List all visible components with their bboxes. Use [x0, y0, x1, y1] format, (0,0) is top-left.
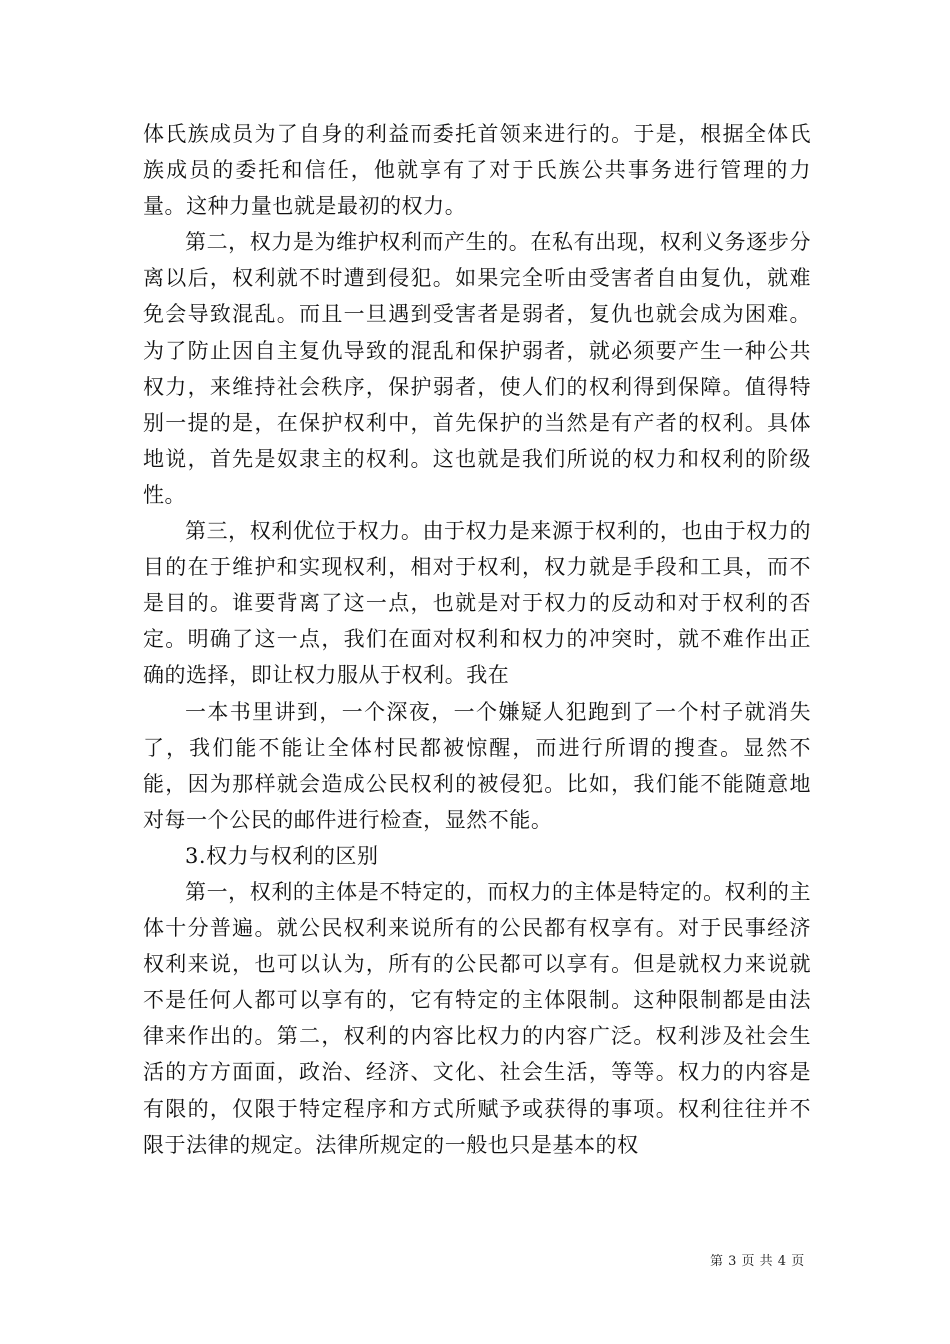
- paragraph: 第二，权力是为维护权利而产生的。在私有出现，权利义务逐步分离以后，权利就不时遭到侵犯。如果完全听由受害者自由复仇，就难免会导致混乱。而且一旦遇到受害者是弱者，复仇也就会成为困难。为了防止因自主复仇导致的混乱和保护弱者，就必须要产生一种公共权力，来维持社会秩序，保护弱者，使人们的权利得到保障。值得特别一提的是，在保护权利中，首先保护的当然是有产者的权利。具体地说，首先是奴隶主的权利。这也就是我们所说的权力和权利的阶级性。: [143, 230, 811, 507]
- body-text: [143, 116, 811, 1163]
- paragraph: 体氏族成员为了自身的利益而委托首领来进行的。于是，根据全体氏族成员的委托和信任，他就享有了对于氏族公共事务进行管理的力量。这种力量也就是最初的权力。: [143, 122, 811, 219]
- section-heading: 3.权力与权利的区别: [185, 843, 379, 868]
- paragraph: 第一，权利的主体是不特定的，而权力的主体是特定的。权利的主体十分普遍。就公民权利来说所有的公民都有权享有。对于民事经济权利来说，也可以认为，所有的公民都可以享有。但是就权力来说就不是任何人都可以享有的，它有特定的主体限制。这种限制都是由法律来作出的。第二，权利的内容比权力的内容广泛。权利涉及社会生活的方方面面，政治、经济、文化、社会生活，等等。权力的内容是有限的，仅限于特定程序和方式所赋予或获得的事项。权利往往并不限于法律的规定。法律所规定的一般也只是基本的权: [143, 879, 811, 1157]
- paragraph: 第三，权利优位于权力。由于权力是来源于权利的，也由于权力的目的在于维护和实现权利，相对于权利，权力就是手段和工具，而不是目的。谁要背离了这一点，也就是对于权力的反动和对于权利的否定。明确了这一点，我们在面对权利和权力的冲突时，就不难作出正确的选择，即让权力服从于权利。我在: [143, 519, 811, 688]
- page-number: 第 3 页 共 4 页: [710, 1254, 805, 1269]
- paragraph: 一本书里讲到，一个深夜，一个嫌疑人犯跑到了一个村子就消失了，我们能不能让全体村民都被惊醒，而进行所谓的搜查。显然不能，因为那样就会造成公民权利的被侵犯。比如，我们能不能随意地对每一个公民的邮件进行检查，显然不能。: [143, 699, 811, 832]
